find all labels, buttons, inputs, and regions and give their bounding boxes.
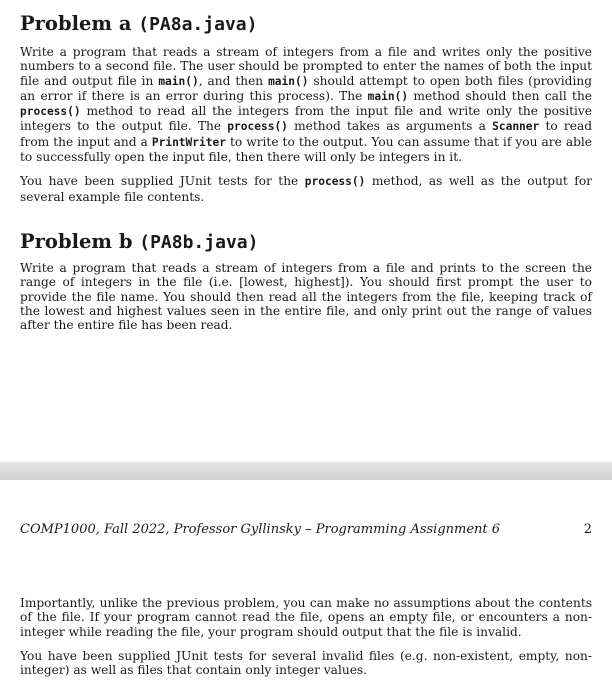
problem-a-heading: Problem a (PA8a.java) <box>20 12 258 35</box>
header-course-info: COMP1000, Fall 2022, Professor Gyllinsky – Programming Assignment 6 <box>20 522 501 537</box>
page-2-paragraph-1: Importantly, unlike the previous problem, you can make no assumptions about the contents of the file. If your program cannot read the file, opens an empty file, or encounters a non-integer while reading the file, your program should output that the file is invalid. <box>20 596 592 639</box>
problem-b-paragraph-1: Write a program that reads a stream of integers from a file and prints to the screen the range of integers in the file (i.e. [lowest, highest]). You should first prompt the user to provide the file name. You should then read all the integers from the file, keeping track of the lowest and highest values seen in the entire file, and only print out the range of values after the entire file has been read. <box>20 261 592 333</box>
page-2-paragraph-2: You have been supplied JUnit tests for several invalid files (e.g. non-existent, empty, non-integer) as well as files that contain only integer values. <box>20 648 592 678</box>
problem-a-paragraph-1: Write a program that reads a stream of integers from a file and writes only the positive numbers to a second file. The user should be prompted to enter the names of both the input file and output file in main(), and then main() should attempt to open both files (providing an error if there is an error during this process). The main() method should then call the process() method to read all the integers from the input file and write only the positive integers to the output file. The process() method takes as arguments a Scanner to read from the input and a PrintWriter to write to the output. You can assume that if you are able to successfully open the input file, then there will only be integers in it. <box>20 45 593 165</box>
problem-b-continued <box>20 596 592 677</box>
page-2 <box>0 480 612 700</box>
problem-b-section <box>20 230 592 332</box>
page-separator <box>0 462 612 480</box>
problem-a-paragraph-2: You have been supplied JUnit tests for the process() method, as well as the output for several example file contents. <box>20 174 592 204</box>
running-header <box>20 522 592 538</box>
page-number: 2 <box>583 522 592 537</box>
problem-a-section <box>20 12 592 204</box>
problem-b-heading: Problem b (PA8b.java) <box>20 230 259 253</box>
